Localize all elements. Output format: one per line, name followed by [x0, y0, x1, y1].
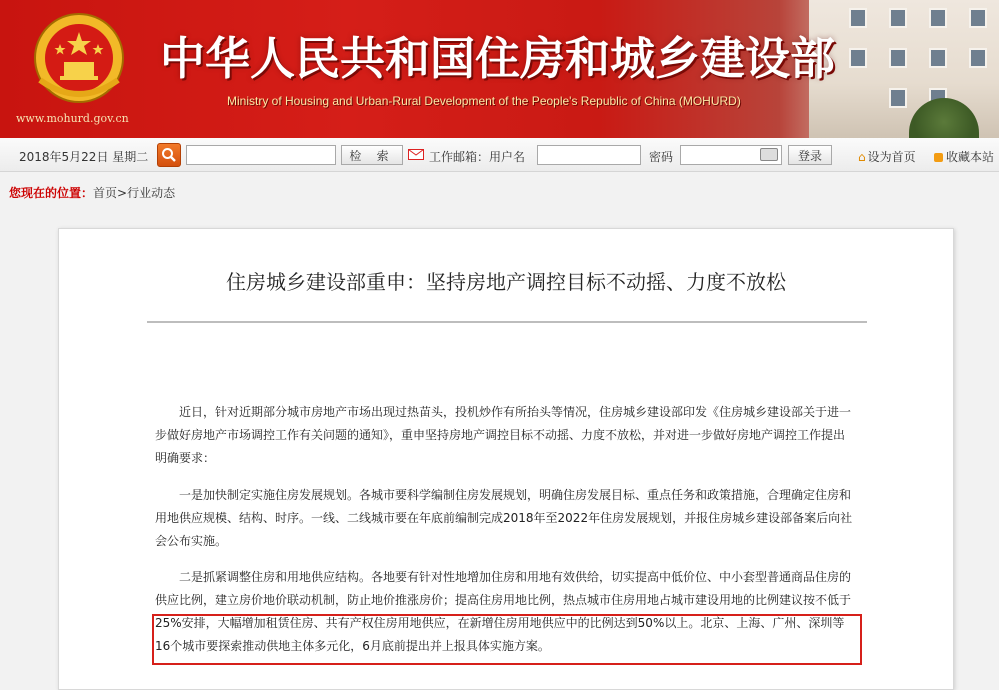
building-window [849, 8, 867, 28]
building-window [929, 48, 947, 68]
breadcrumb [9, 184, 175, 201]
building-photo [809, 0, 999, 138]
article-title: 住房城乡建设部重申：坚持房地产调控目标不动摇、力度不放松 [226, 270, 786, 294]
article-paragraph: 一是加快制定实施住房发展规划。各城市要科学编制住房发展规划，明确住房发展目标、重点任务和政策措施，合理确定住房和用地供应规模、结构、时序。一线、二线城市要在年底前编制完成2018年至2022年住房发展规划，并报住房城乡建设部备案后向社会公布实施。 [155, 488, 853, 548]
search-input[interactable] [186, 145, 336, 165]
search-icon[interactable] [157, 143, 181, 167]
site-banner [0, 0, 999, 138]
tree [909, 98, 979, 138]
rss-icon [934, 153, 943, 162]
keyboard-icon[interactable] [760, 148, 778, 161]
mail-icon [408, 149, 424, 160]
breadcrumb-path[interactable]: 首页>行业动态 [93, 186, 176, 200]
building-window [969, 48, 987, 68]
top-toolbar [0, 138, 999, 172]
username-field[interactable] [537, 145, 641, 165]
home-icon: ⌂ [858, 150, 866, 164]
password-label: 密码 [649, 150, 674, 164]
building-window [929, 8, 947, 28]
building-window [889, 88, 907, 108]
building-window [889, 8, 907, 28]
article-paragraph: 二是抓紧调整住房和用地供应结构。各地要有针对性地增加住房和用地有效供给，切实提高中低价位、中小套型普通商品住房的供应比例，建立房价地价联动机制，防止地价推涨房价；提高住房用地比例，热点城市住房用地占城市建设用地的比例建议按不低于25%安排，大幅增加租赁住房、共有产权住房用地供应，在新增住房用地供应中的比例达到50%以上。北京、上海、广州、深圳等16个城市要探索推动供地主体多元化，6月底前提出并上报具体实施方案。 [155, 570, 852, 653]
title-divider [147, 321, 867, 323]
article-paragraph: 近日，针对近期部分城市房地产市场出现过热苗头，投机炒作有所抬头等情况，住房城乡建设部印发《住房城乡建设部关于进一步做好房地产市场调控工作有关问题的通知》，重申坚持房地产调控目标不动摇、力度不放松，并对进一步做好房地产调控工作提出明确要求： [155, 405, 852, 465]
ministry-title-en: Ministry of Housing and Urban-Rural Development of the People's Republic of China (MOHURD) [227, 94, 741, 108]
set-home-link[interactable] [858, 148, 916, 165]
highlight-annotation-box [152, 614, 862, 665]
national-emblem-icon [30, 10, 128, 110]
favorite-label: 收藏本站 [946, 150, 995, 164]
work-mail-label: 工作邮箱：用户名 [429, 150, 526, 164]
breadcrumb-label: 您现在的位置： [9, 186, 94, 200]
set-home-label: 设为首页 [867, 150, 916, 164]
favorite-link[interactable] [934, 148, 994, 165]
ministry-title-cn: 中华人民共和国住房和城乡建设部 [160, 32, 836, 85]
site-url: www.mohurd.gov.cn [16, 112, 129, 125]
search-button[interactable]: 检 索 [341, 145, 403, 165]
current-date: 2018年5月22日 星期二 [19, 150, 149, 164]
building-window [969, 8, 987, 28]
login-button[interactable]: 登录 [788, 145, 832, 165]
building-window [889, 48, 907, 68]
building-window [849, 48, 867, 68]
